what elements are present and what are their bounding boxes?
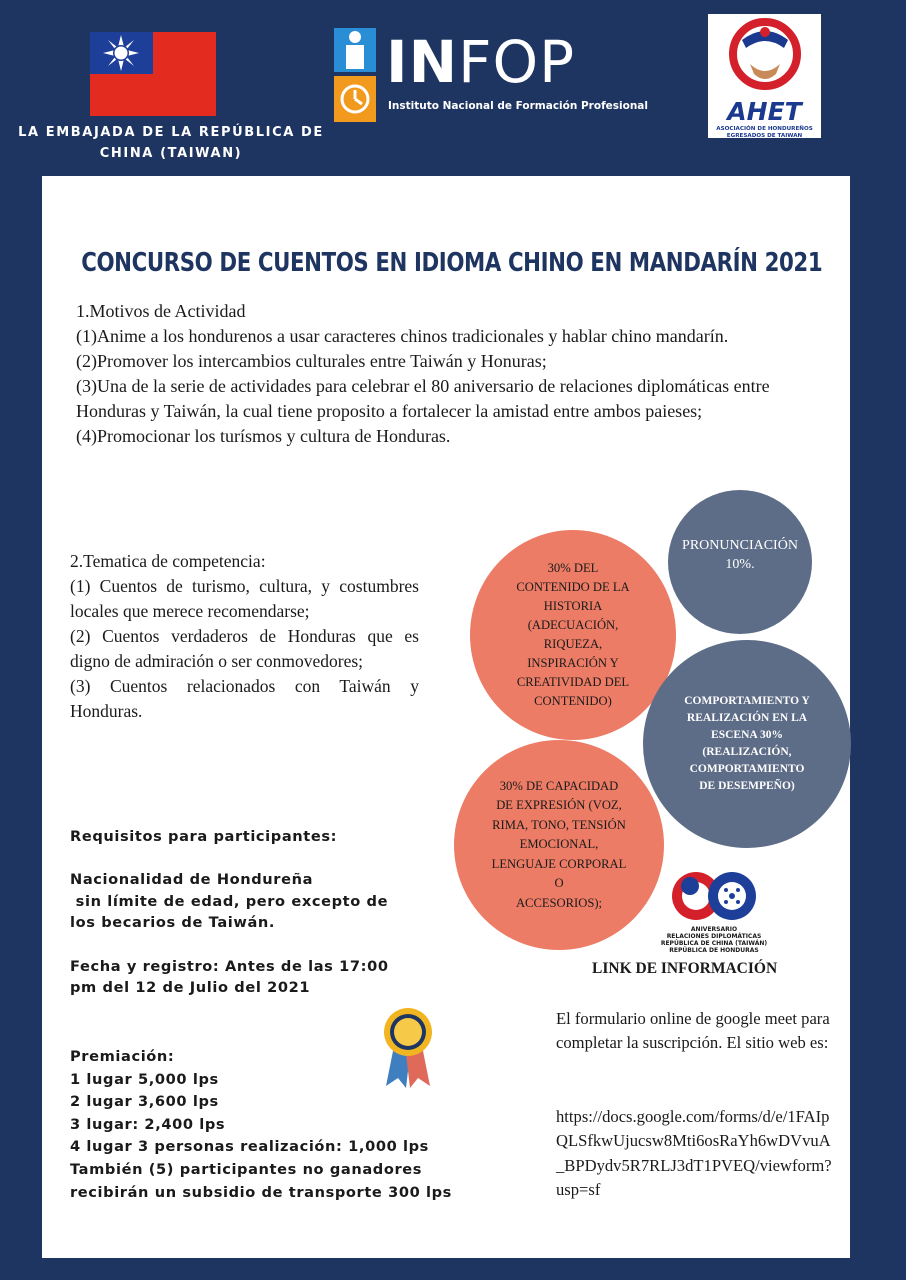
contenido-line: RIQUEZA,: [543, 637, 603, 651]
premio-line: También (5) participantes no ganadores: [70, 1160, 423, 1178]
infop-wordmark: [386, 30, 575, 94]
motivos-item: (1)Anime a los hondurenos a usar caracteres chinos tradicionales y hablar chino mandarín.: [76, 326, 729, 346]
page-title: CONCURSO DE CUENTOS EN IDIOMA CHINO EN MANDARÍN 2021: [81, 248, 823, 278]
aniversario-line: ANIVERSARIO: [690, 926, 738, 933]
ahet-sub-line-1: ASOCIACIÓN DE HONDUREÑOS: [716, 126, 813, 132]
motivos-item: (4)Promocionar los turísmos y cultura de Honduras.: [76, 426, 451, 446]
contenido-line: CONTENIDO): [534, 694, 612, 708]
ahet-logo: [708, 14, 821, 138]
white-sun-icon: [100, 32, 142, 74]
ahet-emblem-icon: [728, 18, 802, 98]
capacidad-line: LENGUAJE CORPORAL: [491, 856, 627, 871]
capacidad-line: RIMA, TONO, TENSIÓN: [492, 817, 626, 832]
aniversario-line: REPÚBLICA DE CHINA (TAIWÁN): [660, 940, 768, 947]
criterio-contenido: [470, 530, 676, 740]
comportamiento-line: COMPORTAMIENTO: [689, 763, 805, 775]
comportamiento-line: COMPORTAMIENTO Y: [684, 695, 810, 707]
capacidad-line: DE EXPRESIÓN (VOZ,: [496, 798, 622, 813]
comportamiento-line: REALIZACIÓN EN LA: [686, 712, 808, 724]
motivos-item: Honduras y Taiwán, la cual tiene proposito a fortalecer la amistad entre ambos paieses;: [76, 401, 703, 421]
premio-line: 2 lugar 3,600 lps: [70, 1093, 219, 1111]
aniversario-line: REPÚBLICA DE HONDURAS: [669, 947, 759, 954]
infop-subtitle: Instituto Nacional de Formación Profesional: [388, 100, 648, 112]
premiacion-heading: Premiación:: [70, 1048, 175, 1065]
fecha-registro: [70, 956, 490, 999]
ahet-name: AHET: [727, 97, 802, 126]
embassy-line-1: LA EMBAJADA DE LA REPÚBLICA DE: [18, 125, 324, 140]
tematica-section: [70, 549, 419, 724]
pronunciacion-value: 10%.: [725, 557, 755, 572]
tematica-heading: 2.Tematica de competencia:: [70, 551, 266, 571]
aniversario-text: [654, 926, 774, 954]
contenido-line: CONTENIDO DE LA: [516, 580, 630, 594]
premio-line: 1 lugar 5,000 lps: [70, 1070, 219, 1088]
premio-line: 4 lugar 3 personas realización: 1,000 lps: [70, 1138, 429, 1156]
link-description: El formulario online de google meet para completar la suscripción. El sitio web es:: [556, 1009, 830, 1053]
contenido-line: INSPIRACIÓN Y: [527, 656, 619, 670]
requisitos-details: [70, 869, 490, 934]
contenido-line: (ADECUACIÓN,: [527, 618, 619, 632]
tematica-item: (3) Cuentos relacionados con Taiwán y Honduras.: [70, 676, 419, 721]
premiacion-section: [70, 1046, 540, 1204]
motivos-section: [76, 299, 846, 449]
contenido-line: 30% DEL: [547, 561, 599, 575]
motivos-heading: 1.Motivos de Actividad: [76, 301, 246, 321]
premio-line: 3 lugar: 2,400 lps: [70, 1115, 226, 1133]
criterio-pronunciacion: [668, 490, 812, 634]
link-title: LINK DE INFORMACIÓN: [592, 960, 778, 977]
comportamiento-line: ESCENA 30%: [711, 729, 783, 741]
capacidad-line: O: [554, 876, 564, 891]
taiwan-flag-icon: [90, 32, 216, 116]
edad-text-1: sin límite de edad, pero excepto de: [70, 892, 389, 910]
infop-bold: IN: [386, 28, 459, 96]
motivos-item: (2)Promover los intercambios culturales entre Taiwán y Honuras;: [76, 351, 547, 371]
capacidad-line: 30% DE CAPACIDAD: [499, 779, 619, 794]
requisitos-heading: Requisitos para participantes:: [70, 828, 338, 845]
embassy-line-2: CHINA (TAIWAN): [99, 146, 243, 161]
embassy-name: [10, 122, 332, 164]
premio-line: recibirán un subsidio de transporte 300 lps: [70, 1183, 452, 1201]
comportamiento-line: (REALIZACIÓN,: [702, 746, 792, 758]
aniversario-line: RELACIONES DIPLOMÁTICAS: [666, 933, 762, 940]
capacidad-line: ACCESORIOS);: [515, 895, 603, 910]
comportamiento-line: DE DESEMPEÑO): [699, 780, 795, 792]
infop-logo-icon: [334, 28, 376, 122]
pronunciacion-label: PRONUNCIACIÓN: [682, 538, 798, 553]
form-url-link[interactable]: https://docs.google.com/forms/d/e/1FAIpQLSfkwUjucsw8Mti6osRaYh6wDVvuA_BPDydv5R7RLJ3dT1PVEQ/viewform?usp=sf: [556, 1107, 832, 1200]
infop-light: FOP: [458, 28, 576, 96]
tematica-item: (1) Cuentos de turismo, cultura, y costumbres locales que merece recomendarse;: [70, 576, 419, 621]
ahet-subtitle: [712, 126, 817, 139]
criterio-comportamiento: [643, 640, 851, 848]
tematica-item: (2) Cuentos verdaderos de Honduras que es digno de admiración o ser conmovedores;: [70, 626, 419, 671]
fecha-text-2: pm del 12 de Julio del 2021: [70, 979, 311, 997]
motivos-item: (3)Una de la serie de actividades para celebrar el 80 aniversario de relaciones diplomáticas entre: [76, 376, 770, 396]
contenido-line: CREATIVIDAD DEL: [516, 675, 630, 689]
capacidad-line: EMOCIONAL,: [519, 837, 599, 852]
contenido-line: HISTORIA: [543, 599, 603, 613]
edad-text-2: los becarios de Taiwán.: [70, 914, 276, 932]
requisitos-section: [70, 826, 490, 999]
criterio-capacidad: [454, 740, 664, 950]
ahet-sub-line-2: EGRESADOS DE TAIWAN: [726, 132, 803, 139]
nacionalidad-text: Nacionalidad de Hondureña: [70, 871, 314, 889]
fecha-text-1: Fecha y registro: Antes de las 17:00: [70, 957, 389, 975]
